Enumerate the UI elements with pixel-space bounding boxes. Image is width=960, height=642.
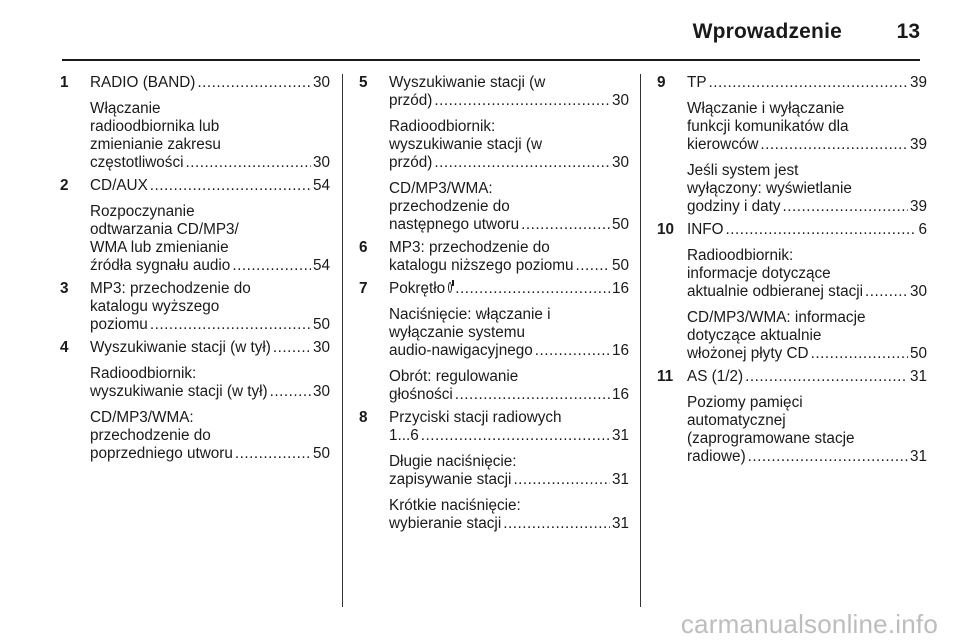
toc-entry [657,74,927,216]
sub-entry [90,409,330,463]
sub-entry-toc-line [90,257,330,275]
dot-leader [865,283,908,301]
entry-text-line: katalogu wyższego [90,298,220,315]
toc-entry-row [359,409,629,533]
entry-number: 3 [60,280,69,297]
entry-toc-line [389,92,629,110]
sub-entry-label: audio-nawigacyjnego [389,342,533,359]
toc-entry [657,368,927,466]
sub-entry-toc-line [389,342,629,360]
toc-entry-row [359,280,629,404]
sub-entry-text-line: przechodzenie do [90,427,211,444]
sub-entry-text-line: Radioodbiornik: [90,365,197,382]
toc-column-3 [657,74,927,466]
entry-label: przód) [389,92,433,109]
sub-entry-label: częstotliwości [90,154,184,171]
entry-text-line: MP3: przechodzenie do [389,239,550,256]
sub-entry [389,306,629,360]
sub-entry-label: wyszukiwanie stacji (w tył) [90,383,268,400]
entry-toc-line [90,339,330,357]
dot-leader [197,74,311,92]
entry-page-ref[interactable]: 54 [312,177,330,194]
header-rule [62,59,920,61]
sub-entry-text-line: informacje dotyczące [687,265,831,282]
toc-column-1 [60,74,330,463]
toc-entry [60,339,330,463]
sub-entry-toc-line [90,383,330,401]
toc-entry [60,280,330,334]
entry-toc-line [687,368,927,386]
sub-entry-text-line: dotyczące aktualnie [687,327,822,344]
sub-entry-toc-line [687,198,927,216]
dot-leader [576,257,610,275]
toc-entry-row [657,74,927,216]
entry-toc-line [90,177,330,195]
entry-toc-line [687,221,927,239]
entry-body [389,280,629,404]
sub-entry-text-line: Obrót: regulowanie [389,368,519,385]
sub-entry-label: wybieranie stacji [389,515,502,532]
entry-number: 6 [359,239,368,256]
sub-entry-text-line: odtwarzania CD/MP3/ [90,221,239,238]
entry-toc-line [389,427,629,445]
entry-page-ref[interactable]: 6 [918,221,927,238]
entry-toc-line [687,74,927,92]
page-number: 13 [896,20,920,43]
dot-leader [811,345,908,363]
dot-leader [726,221,917,239]
page-title: Wprowadzenie [692,20,842,43]
sub-entry-label: przód) [389,154,433,171]
sub-entry-toc-line [687,345,927,363]
sub-entry-label: poprzedniego utworu [90,445,233,462]
sub-entry-toc-line [389,216,629,234]
entry-number: 1 [60,74,69,91]
sub-entry-page-ref[interactable]: 30 [909,283,927,300]
toc-entry-row [60,339,330,463]
sub-entry-page-ref[interactable]: 39 [909,136,927,153]
entry-label: 1...6 [389,427,419,444]
entry-number: 2 [60,177,69,194]
sub-entry [90,365,330,401]
toc-entry [359,280,629,404]
sub-entry [90,100,330,172]
sub-entry [687,394,927,466]
entry-toc-line [389,257,629,275]
sub-entry-toc-line [389,515,629,533]
toc-entry-row [359,239,629,275]
sub-entry-text-line: Radioodbiornik: [389,118,496,135]
entry-text-line: Wyszukiwanie stacji (w [389,74,546,91]
sub-entry [389,180,629,234]
sub-entry-page-ref[interactable]: 30 [611,154,629,171]
entry-number: 11 [657,368,674,385]
toc-entry [657,221,927,363]
sub-entry-text-line: Długie naciśnięcie: [389,453,517,470]
entry-label: katalogu niższego poziomu [389,257,574,274]
entry-body [687,368,927,466]
dot-leader [521,216,610,234]
sub-entry [389,453,629,489]
sub-entry-text-line: zmienianie zakresu [90,136,221,153]
entry-label: INFO [687,221,724,238]
sub-entry-text-line: CD/MP3/WMA: [389,180,493,197]
sub-entry-label: godziny i daty [687,198,781,215]
sub-entry-text-line: Jeśli system jest [687,162,799,179]
sub-entry-page-ref[interactable]: 31 [909,448,927,465]
entry-text-line: Przyciski stacji radiowych [389,409,562,426]
power-knob-icon [448,282,452,293]
entry-label: Pokrętło [389,280,446,297]
dot-leader [748,448,908,466]
sub-entry-page-ref[interactable]: 16 [611,386,629,403]
sub-entry-page-ref[interactable]: 50 [312,445,330,462]
sub-entry-page-ref[interactable]: 16 [611,342,629,359]
entry-number: 8 [359,409,368,426]
toc-entry [359,239,629,275]
sub-entry [687,309,927,363]
entry-toc-line [90,74,330,92]
sub-entry-text-line: wyłączanie systemu [389,324,526,341]
sub-entry-toc-line [687,136,927,154]
toc-entry-row [60,74,330,172]
entry-number: 5 [359,74,368,91]
dot-leader [434,92,610,110]
toc-entry-row [60,177,330,275]
toc-entry [60,74,330,172]
entry-page-ref[interactable]: 39 [909,74,927,91]
sub-entry-toc-line [389,471,629,489]
toc-entry [359,74,629,234]
sub-entry-label: aktualnie odbieranej stacji [687,283,864,300]
entry-body [90,339,330,463]
sub-entry [687,162,927,216]
entry-toc-line [90,316,330,334]
sub-entry-text-line: Krótkie naciśnięcie: [389,497,521,514]
sub-entry-label: głośności [389,386,453,403]
sub-entry-text-line: wyłączony: wyświetlanie [687,180,852,197]
dot-leader [783,198,908,216]
dot-leader [235,445,311,463]
sub-entry-page-ref[interactable]: 30 [312,154,330,171]
entry-number: 7 [359,280,368,297]
sub-entry-toc-line [90,154,330,172]
entry-body [90,74,330,172]
entry-body [389,239,629,275]
dot-leader [232,257,311,275]
sub-entry-page-ref[interactable]: 50 [909,345,927,362]
sub-entry-text-line: przechodzenie do [389,198,510,215]
dot-leader [186,154,311,172]
entry-label: Wyszukiwanie stacji (w tył) [90,339,271,356]
entry-label: CD/AUX [90,177,148,194]
toc-entry-row [657,368,927,466]
sub-entry-text-line: Rozpoczynanie [90,203,195,220]
entry-page-ref[interactable]: 30 [312,74,330,91]
entry-label: AS (1/2) [687,368,744,385]
page-header [0,0,960,60]
sub-entry-label: kierowców [687,136,759,153]
sub-entry [687,100,927,154]
entry-toc-line [389,280,629,298]
sub-entry-page-ref[interactable]: 30 [312,383,330,400]
column-divider [342,74,343,607]
toc-entry [60,177,330,275]
dot-leader [150,316,311,334]
sub-entry-toc-line [90,445,330,463]
dot-leader [503,515,610,533]
toc-entry-row [657,221,927,363]
dot-leader [760,136,908,154]
entry-body [687,74,927,216]
sub-entry-toc-line [389,154,629,172]
entry-number: 10 [657,221,675,238]
sub-entry-text-line: CD/MP3/WMA: [90,409,194,426]
sub-entry-text-line: radioodbiornika lub [90,118,220,135]
sub-entry-toc-line [687,448,927,466]
dot-leader [421,427,610,445]
entry-label: TP [687,74,707,91]
sub-entry [389,118,629,172]
sub-entry-toc-line [687,283,927,301]
entry-text-line: MP3: przechodzenie do [90,280,251,297]
sub-entry-page-ref[interactable]: 54 [312,257,330,274]
sub-entry-text-line: funkcji komunikatów dla [687,118,849,135]
sub-entry-text-line: Poziomy pamięci [687,394,803,411]
sub-entry [687,247,927,301]
dot-leader [709,74,908,92]
sub-entry-page-ref[interactable]: 39 [909,198,927,215]
column-divider [640,74,641,607]
sub-entry [90,203,330,275]
toc-entry [359,409,629,533]
sub-entry-text-line: Radioodbiornik: [687,247,794,264]
entry-body [389,74,629,234]
entry-label: RADIO (BAND) [90,74,196,91]
entry-body [389,409,629,533]
entry-number: 9 [657,74,666,91]
sub-entry-text-line: automatycznej [687,412,786,429]
sub-entry [389,497,629,533]
sub-entry-toc-line [389,386,629,404]
entry-body [90,177,330,275]
sub-entry-text-line: Włączanie [90,100,161,117]
entry-label: poziomu [90,316,148,333]
toc-entry-row [60,280,330,334]
entry-body [687,221,927,363]
entry-page-ref[interactable]: 31 [909,368,927,385]
sub-entry [389,368,629,404]
entry-page-ref[interactable]: 30 [312,339,330,356]
entry-page-ref[interactable]: 30 [611,92,629,109]
sub-entry-label: włożonej płyty CD [687,345,809,362]
sub-entry-label: radiowe) [687,448,746,465]
sub-entry-text-line: wyszukiwanie stacji (w [389,136,543,153]
dot-leader [745,368,908,386]
dot-leader [455,280,610,298]
sub-entry-page-ref[interactable]: 31 [611,515,629,532]
sub-entry-text-line: CD/MP3/WMA: informacje [687,309,866,326]
sub-entry-text-line: Włączanie i wyłączanie [687,100,845,117]
sub-entry-text-line: (zaprogramowane stacje [687,430,855,447]
entry-number: 4 [60,339,69,356]
dot-leader [273,339,311,357]
sub-entry-page-ref[interactable]: 50 [611,216,629,233]
dot-leader [455,386,610,404]
toc-column-2 [359,74,629,533]
entry-page-ref[interactable]: 50 [611,257,629,274]
sub-entry-label: zapisywanie stacji [389,471,512,488]
sub-entry-text-line: WMA lub zmienianie [90,239,229,256]
dot-leader [434,154,610,172]
entry-page-ref[interactable]: 31 [611,427,629,444]
dot-leader [270,383,311,401]
dot-leader [513,471,610,489]
sub-entry-text-line: Naciśnięcie: włączanie i [389,306,551,323]
entry-page-ref[interactable]: 50 [312,316,330,333]
sub-entry-label: źródła sygnału audio [90,257,231,274]
entry-body [90,280,330,334]
watermark: carmanualsonline.info [680,609,938,639]
entry-page-ref[interactable]: 16 [611,280,629,297]
sub-entry-label: następnego utworu [389,216,520,233]
dot-leader [150,177,311,195]
toc-entry-row [359,74,629,234]
dot-leader [535,342,610,360]
sub-entry-page-ref[interactable]: 31 [611,471,629,488]
